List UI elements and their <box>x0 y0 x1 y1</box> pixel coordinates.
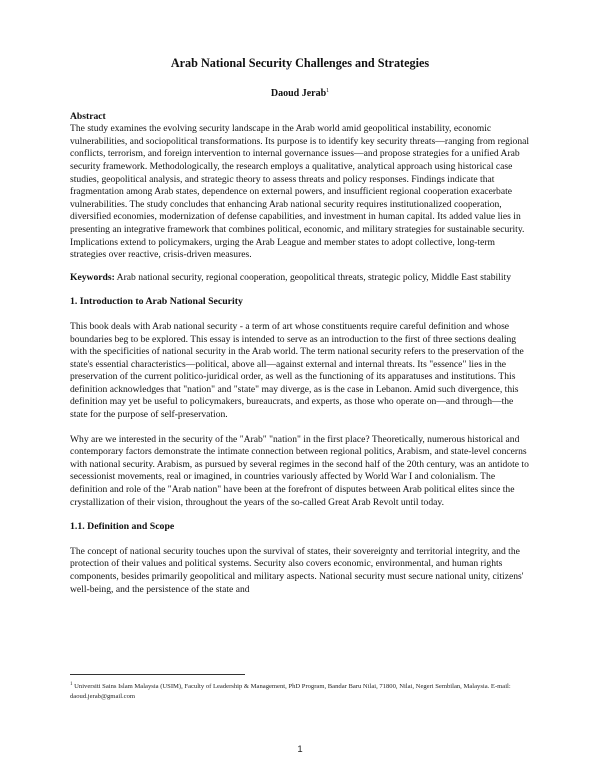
footnote-text: Universiti Sains Islam Malaysia (USIM), Faculty of Leadership & Management, PhD Program, Bandar Baru Nilai, 71800, Nilai, Negeri Sembilan, Malaysia. E-mail: daoud.jerab@gmail.com <box>70 683 511 700</box>
author-name: Daoud Jerab <box>270 88 327 99</box>
section-1-paragraph-2: Why are we interested in the security of the "Arab" "nation" in the first place? Theoretically, numerous historical and contemporary factors demonstrate the intimate connection between regional politics, Arabism, and state-level concerns with national security. Arabism, as pursued by several regimes in the second half of the 20th century, was an antidote to secessionist movements, real or imagined, in countries variously affected by World War I and colonialism. The definition and role of the "Arab nation" have been at the forefront of disputes between Arab political elites since the crystallization of their vision, throughout the years of the so-called Great Arab Revolt until today. <box>70 433 529 508</box>
section-1-1-heading: 1.1. Definition and Scope <box>70 521 175 533</box>
keywords-label: Keywords: <box>70 271 115 283</box>
section-1-paragraph-1: This book deals with Arab national security - a term of art whose constituents require careful definition and whose boundaries beg to be explored. This essay is intended to serve as an introduction to the first of three sections dealing with the specificities of national security in the Arab world. The term national security refers to the preservation of the state's essential characteristics—political, above all—against external and internal threats. Its "essence" lies in the preservation of the current politico-juridical order, as well as the functioning of its apparatuses and institutions. This definition acknowledges that "nation" and "state" may diverge, as is the case in Lebanon. Amid such divergence, this definition may yet be useful to policymakers, bureaucrats, and experts, as those who operate on—and through—the state for the purpose of self-preservation. <box>70 320 524 421</box>
author-line <box>70 85 530 101</box>
footnote-divider <box>70 674 245 675</box>
footnote-mark: 1 <box>70 682 73 687</box>
section-1-heading: 1. Introduction to Arab National Security <box>70 296 243 308</box>
footnote <box>70 680 530 702</box>
page-number: 1 <box>297 744 303 755</box>
keywords-text: Arab national security, regional cooperation, geopolitical threats, strategic policy, Middle East stability <box>114 271 512 283</box>
abstract-text: The study examines the evolving security landscape in the Arab world amid geopolitical instability, economic vulnerabilities, and sociopolitical transformations. Its purpose is to identify key security threats—ranging from regional conflicts, terrorism, and foreign intervention to internal governance issues—and propose strategies for a unified Arab security framework. Methodologically, the research employs a qualitative, analytical approach using historical case studies, geopolitical analysis, and strategic theory to assess threats and policy responses. Findings indicate that fragmentation among Arab states, dependence on external powers, and insufficient regional cooperation exacerbate vulnerabilities. The study concludes that enhancing Arab national security requires institutionalized cooperation, diversified economies, modernization of defense capabilities, and investment in human capital. Its added value lies in presenting an integrative framework that combines political, economic, and military strategies for sustainable security. Implications extend to policymakers, urging the Arab League and member states to adopt collective, long-term strategies over reactive, crisis-driven measures. <box>70 123 530 261</box>
paper-title: Arab National Security Challenges and Strategies <box>170 56 430 70</box>
author-footnote-mark[interactable]: 1 <box>326 88 330 94</box>
section-1-1-paragraph-1: The concept of national security touches upon the survival of states, their sovereignty and territorial integrity, and the protection of their values and political systems. Security also covers economic, environmental, and human rights components, besides primarily geopolitical and military aspects. National security must secure national unity, citizens' well-being, and the persistence of the state and <box>70 545 524 595</box>
abstract-heading: Abstract <box>70 110 106 122</box>
keywords-line <box>70 272 530 285</box>
